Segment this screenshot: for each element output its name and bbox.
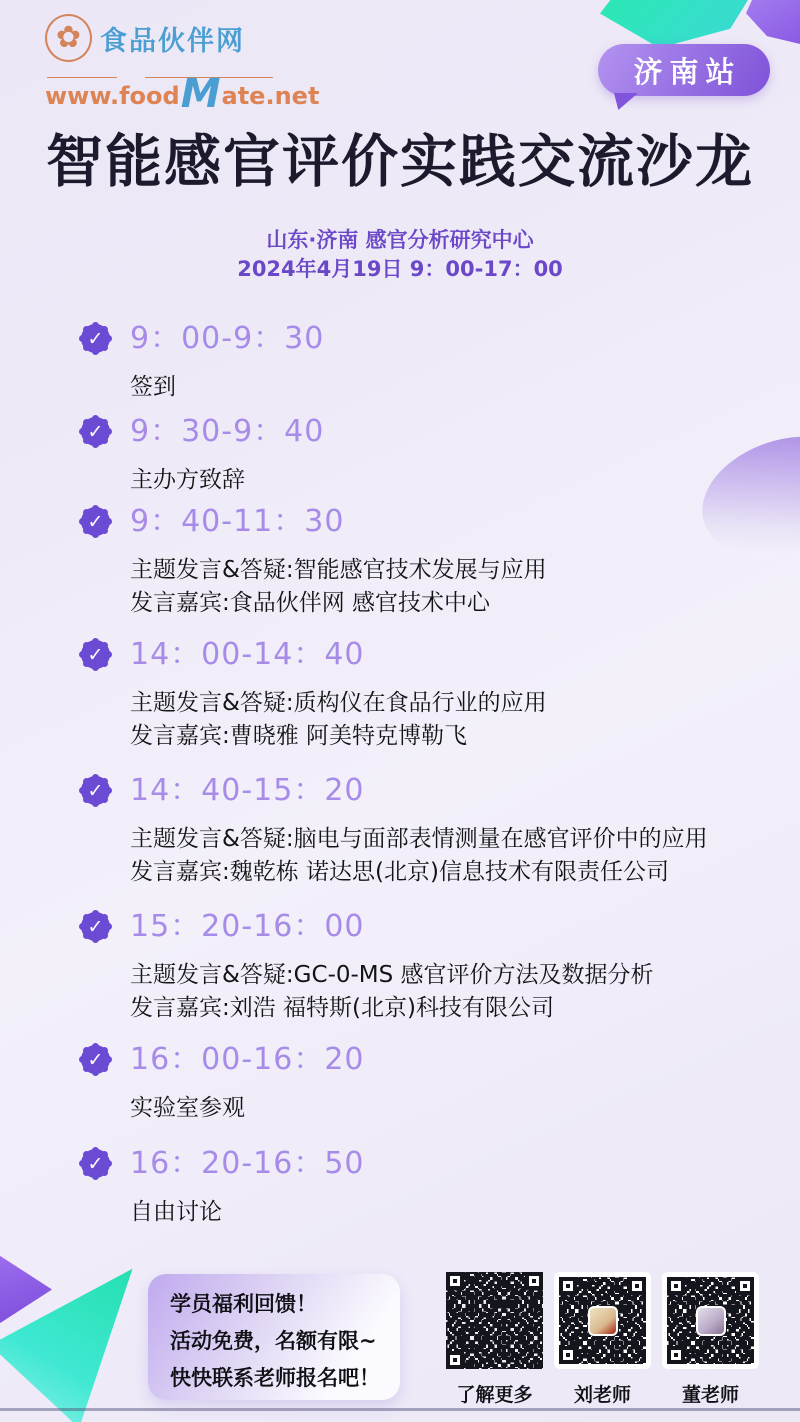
qr-code-icon (446, 1272, 543, 1369)
schedule-time: 15：20-16：00 (130, 909, 365, 944)
qr-card-teacher-liu (554, 1272, 651, 1407)
qr-avatar (696, 1306, 726, 1336)
schedule-time: 14：40-15：20 (130, 773, 365, 808)
purple-triangle-top-decoration (740, 0, 800, 44)
datetime-text: 2024年4月19日 9：00-17：00 (237, 257, 563, 281)
schedule-time: 9：00-9：30 (130, 321, 325, 356)
check-seal-icon: ✓ (79, 1043, 112, 1076)
check-seal-icon: ✓ (79, 415, 112, 448)
schedule-line: 主题发言&答疑:脑电与面部表情测量在感官评价中的应用 (130, 826, 708, 852)
schedule-line: 主题发言&答疑:智能感官技术发展与应用 (130, 557, 547, 583)
schedule-time: 16：00-16：20 (130, 1042, 365, 1077)
schedule-item (0, 320, 800, 404)
venue-text: 山东·济南 感官分析研究中心 (266, 228, 534, 252)
schedule-line: 主题发言&答疑:GC-0-MS 感官评价方法及数据分析 (130, 962, 654, 988)
qr-label: 了解更多 (456, 1384, 533, 1406)
schedule-item (0, 503, 800, 620)
schedule-item (0, 1041, 800, 1125)
qr-card-more-info (446, 1272, 543, 1407)
schedule-line: 发言嘉宾:刘浩 福特斯(北京)科技有限公司 (130, 995, 555, 1021)
check-seal-icon: ✓ (79, 322, 112, 355)
check-seal-icon: ✓ (79, 1147, 112, 1180)
schedule-time: 14：00-14：40 (130, 637, 365, 672)
promo-box (148, 1274, 400, 1400)
brand-logo (45, 14, 320, 117)
schedule-line: 主题发言&答疑:质构仪在食品行业的应用 (130, 690, 547, 716)
check-seal-icon: ✓ (79, 910, 112, 943)
schedule-line: 发言嘉宾:曹晓雅 阿美特克博勒飞 (130, 723, 468, 749)
station-badge: 济南站 (598, 44, 770, 96)
qr-code-row (446, 1272, 759, 1407)
promo-line: 学员福利回馈！ (170, 1292, 317, 1316)
schedule-time: 9：30-9：40 (130, 414, 325, 449)
schedule-line: 实验室参观 (130, 1095, 245, 1121)
schedule-item (0, 908, 800, 1025)
purple-triangle-bottom-decoration (0, 1252, 52, 1324)
schedule-item (0, 772, 800, 889)
promo-line: 活动免费，名额有限~ (170, 1329, 377, 1353)
brand-url-prefix: www.food (45, 82, 180, 110)
check-seal-icon: ✓ (79, 638, 112, 671)
schedule-item (0, 1145, 800, 1229)
schedule-line: 主办方致辞 (130, 467, 245, 493)
brand-url (45, 71, 320, 117)
qr-code-icon (554, 1272, 651, 1369)
teal-triangle-top-decoration (600, 0, 748, 48)
schedule-line: 签到 (130, 374, 176, 400)
promo-line: 快快联系老师报名吧！ (170, 1366, 380, 1390)
check-seal-icon: ✓ (79, 774, 112, 807)
bottom-divider-line (0, 1408, 800, 1411)
qr-card-teacher-dong (662, 1272, 759, 1407)
page-title: 智能感官评价实践交流沙龙 (46, 129, 754, 195)
brand-url-suffix: ate.net (221, 82, 320, 110)
qr-avatar (588, 1306, 618, 1336)
brand-url-m: M (180, 71, 221, 117)
plum-blossom-icon: ✿ (45, 14, 92, 62)
qr-label: 董老师 (681, 1384, 739, 1406)
schedule-line: 自由讨论 (130, 1199, 222, 1225)
schedule-line: 发言嘉宾:食品伙伴网 感官技术中心 (130, 590, 491, 616)
schedule-line: 发言嘉宾:魏乾栋 诺达思(北京)信息技术有限责任公司 (130, 859, 670, 885)
qr-code-icon (662, 1272, 759, 1369)
schedule-item (0, 636, 800, 753)
schedule-time: 16：20-16：50 (130, 1146, 365, 1181)
schedule-item (0, 413, 800, 497)
check-seal-icon: ✓ (79, 505, 112, 538)
qr-label: 刘老师 (573, 1384, 631, 1406)
schedule-time: 9：40-11：30 (130, 504, 345, 539)
brand-name: 食品伙伴网 (100, 25, 245, 57)
station-badge-tail (614, 93, 638, 110)
